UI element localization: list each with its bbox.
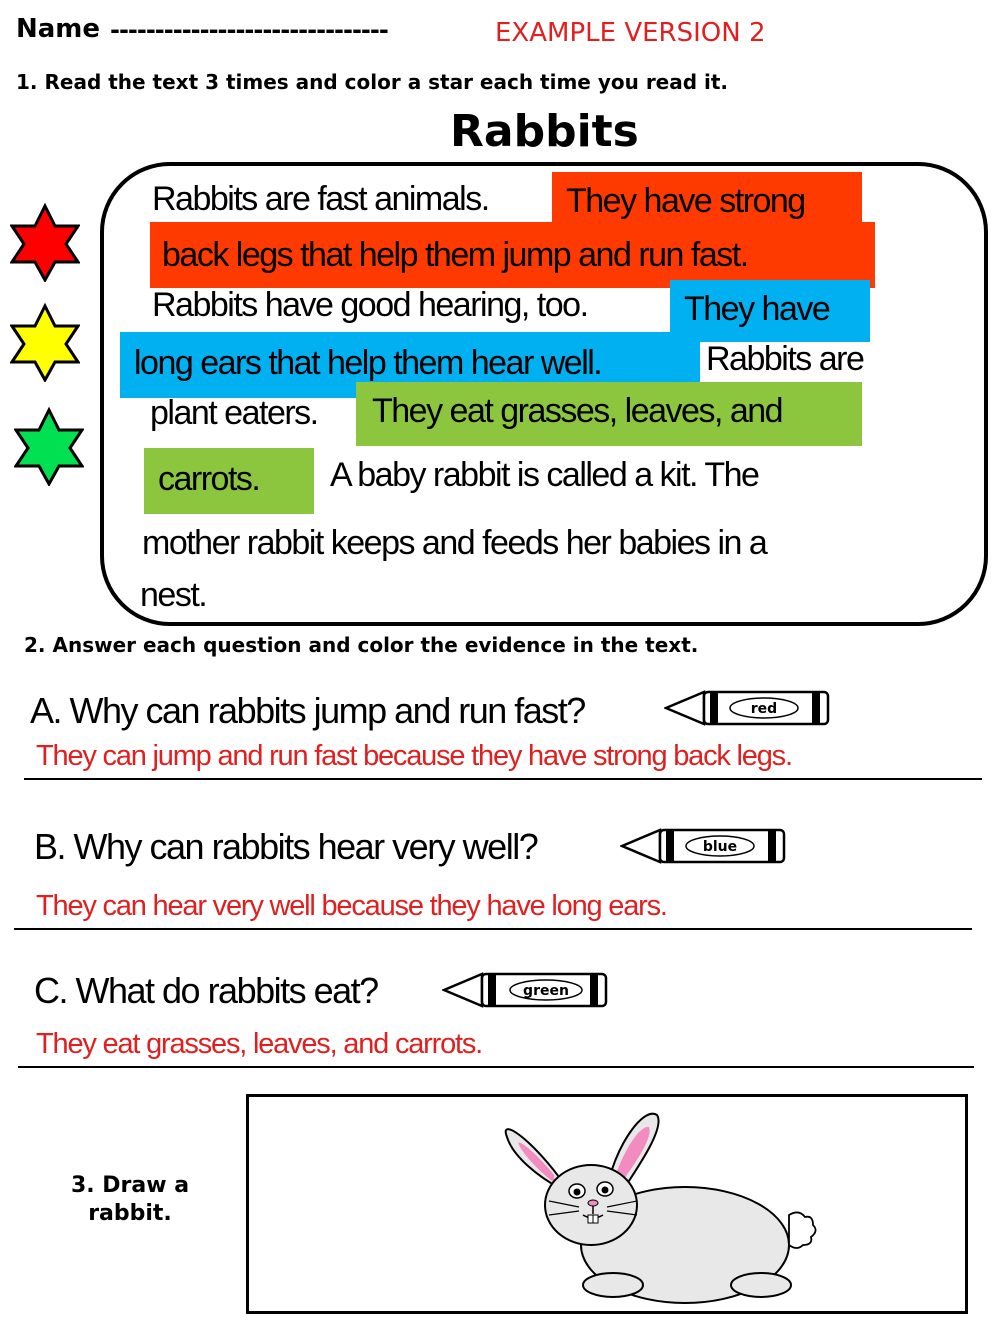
instruction-step1: 1. Read the text 3 times and color a star each time you read it. <box>16 70 729 94</box>
answer-c[interactable]: They eat grasses, leaves, and carrots. <box>36 1028 483 1060</box>
passage-text: They eat grasses, leaves, and <box>372 392 783 430</box>
crayon-label: blue <box>702 839 738 855</box>
passage-title: Rabbits <box>450 106 639 157</box>
passage-text: nest. <box>140 576 207 614</box>
passage-text: plant eaters. <box>150 394 318 432</box>
answer-b[interactable]: They can hear very well because they have long ears. <box>36 890 667 922</box>
crayon-green-icon <box>442 970 612 1010</box>
version-label: EXAMPLE VERSION 2 <box>495 18 766 48</box>
passage-text: back legs that help them jump and run fast. <box>162 236 748 274</box>
crayon-label: red <box>750 701 778 717</box>
passage-text: Rabbits are fast animals. <box>152 180 489 218</box>
passage-text: Rabbits have good hearing, too. <box>152 286 588 324</box>
answer-line <box>14 928 972 930</box>
answer-a[interactable]: They can jump and run fast because they have strong back legs. <box>36 740 792 772</box>
crayon-blue-icon <box>620 826 790 866</box>
answer-line <box>18 1066 974 1068</box>
crayon-red-icon <box>664 688 834 728</box>
question-c: C. What do rabbits eat? <box>34 970 378 1011</box>
answer-line <box>24 778 982 780</box>
passage-text: carrots. <box>158 460 260 498</box>
star-icon-1[interactable] <box>10 202 80 282</box>
star-icon-2[interactable] <box>10 302 80 382</box>
passage-text: long ears that help them hear well. <box>134 344 602 382</box>
passage-text: mother rabbit keeps and feeds her babies in a <box>142 524 767 562</box>
question-a: A. Why can rabbits jump and run fast? <box>30 690 585 731</box>
crayon-label: green <box>523 983 569 999</box>
instruction-step2: 2. Answer each question and color the evidence in the text. <box>24 633 699 657</box>
rabbit-drawing-icon <box>249 1097 965 1311</box>
name-label: Name <box>16 14 101 44</box>
question-b: B. Why can rabbits hear very well? <box>34 826 538 867</box>
star-icon-3[interactable] <box>14 406 84 486</box>
passage-text: They have strong <box>566 182 805 220</box>
passage-text: A baby rabbit is called a kit. The <box>330 456 759 494</box>
drawing-box[interactable] <box>246 1094 968 1314</box>
name-blank[interactable]: ------------------------------- <box>110 16 388 44</box>
passage-text: They have <box>684 290 830 328</box>
instruction-step3: 3. Draw a rabbit. <box>70 1173 190 1226</box>
passage-text: Rabbits are <box>706 340 864 378</box>
